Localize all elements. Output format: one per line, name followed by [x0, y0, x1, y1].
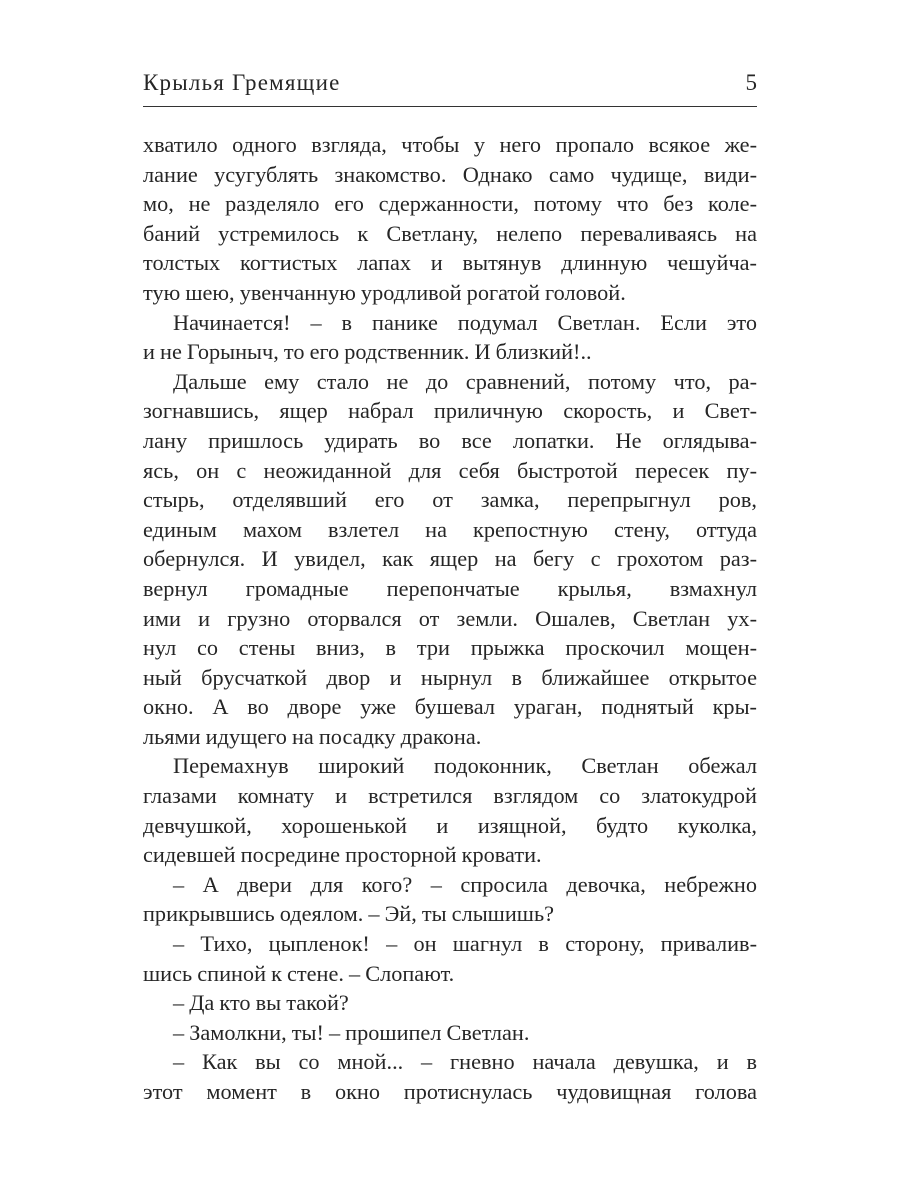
- text-line: нул со стены вниз, в три прыжка проскочил мощен-: [143, 635, 757, 661]
- text-line: тую шею, увенчанную уродливой рогатой головой.: [143, 279, 626, 305]
- text-line: единым махом взлетел на крепостную стену, оттуда: [143, 516, 757, 542]
- text-line: стырь, отделявший его от замка, перепрыгнул ров,: [143, 487, 757, 513]
- body-text: [143, 130, 757, 1107]
- text-line: сидевшей посредине просторной кровати.: [143, 842, 542, 868]
- text-line: Начинается! – в панике подумал Светлан. Если это: [173, 309, 757, 335]
- text-line: этот момент в окно протиснулась чудовищная голова: [143, 1079, 757, 1104]
- text-line: льями идущего на посадку дракона.: [143, 723, 482, 749]
- text-line: ный брусчаткой двор и нырнул в ближайшее открытое: [143, 664, 757, 690]
- text-line: – Да кто вы такой?: [173, 990, 349, 1016]
- text-line: вернул громадные перепончатые крылья, взмахнул: [143, 575, 757, 601]
- running-header: [143, 68, 757, 107]
- text-line: – Замолкни, ты! – прошипел Светлан.: [173, 1019, 530, 1045]
- running-title: Крылья Гремящие: [143, 70, 341, 95]
- text-line: ими и грузно оторвался от земли. Ошалев, Светлан ух-: [143, 605, 757, 631]
- text-line: толстых когтистых лапах и вытянув длинную чешуйча-: [143, 250, 757, 276]
- text-line: прикрывшись одеялом. – Эй, ты слышишь?: [143, 901, 555, 927]
- page-number: 5: [745, 70, 757, 95]
- text-line: лание усугублять знакомство. Однако само чудище, види-: [143, 161, 757, 187]
- text-line: – А двери для кого? – спросила девочка, небрежно: [173, 871, 757, 897]
- text-line: шись спиной к стене. – Слопают.: [143, 960, 455, 986]
- text-line: глазами комнату и встретился взглядом со златокудрой: [143, 783, 757, 809]
- text-line: – Как вы со мной... – гневно начала девушка, и в: [173, 1049, 757, 1075]
- text-line: Дальше ему стало не до сравнений, потому что, ра-: [173, 368, 757, 394]
- text-line: лану пришлось удирать во все лопатки. Не оглядыва-: [143, 427, 757, 453]
- text-line: хватило одного взгляда, чтобы у него пропало всякое же-: [143, 132, 757, 157]
- text-line: и не Горыныч, то его родственник. И близкий!..: [143, 339, 592, 365]
- text-line: – Тихо, цыпленок! – он шагнул в сторону, привалив-: [173, 931, 757, 957]
- text-line: баний устремилось к Светлану, нелепо переваливаясь на: [143, 220, 757, 246]
- text-line: девчушкой, хорошенькой и изящной, будто куколка,: [143, 812, 757, 838]
- text-line: окно. А во дворе уже бушевал ураган, поднятый кры-: [143, 694, 757, 720]
- text-line: мо, не разделяло его сдержанности, потому что без коле-: [143, 191, 757, 217]
- text-line: обернулся. И увидел, как ящер на бегу с грохотом раз-: [143, 546, 757, 572]
- text-line: Перемахнув широкий подоконник, Светлан обежал: [173, 753, 757, 779]
- text-line: зогнавшись, ящер набрал приличную скорость, и Свет-: [143, 398, 757, 424]
- text-line: ясь, он с неожиданной для себя быстротой пересек пу-: [143, 457, 757, 483]
